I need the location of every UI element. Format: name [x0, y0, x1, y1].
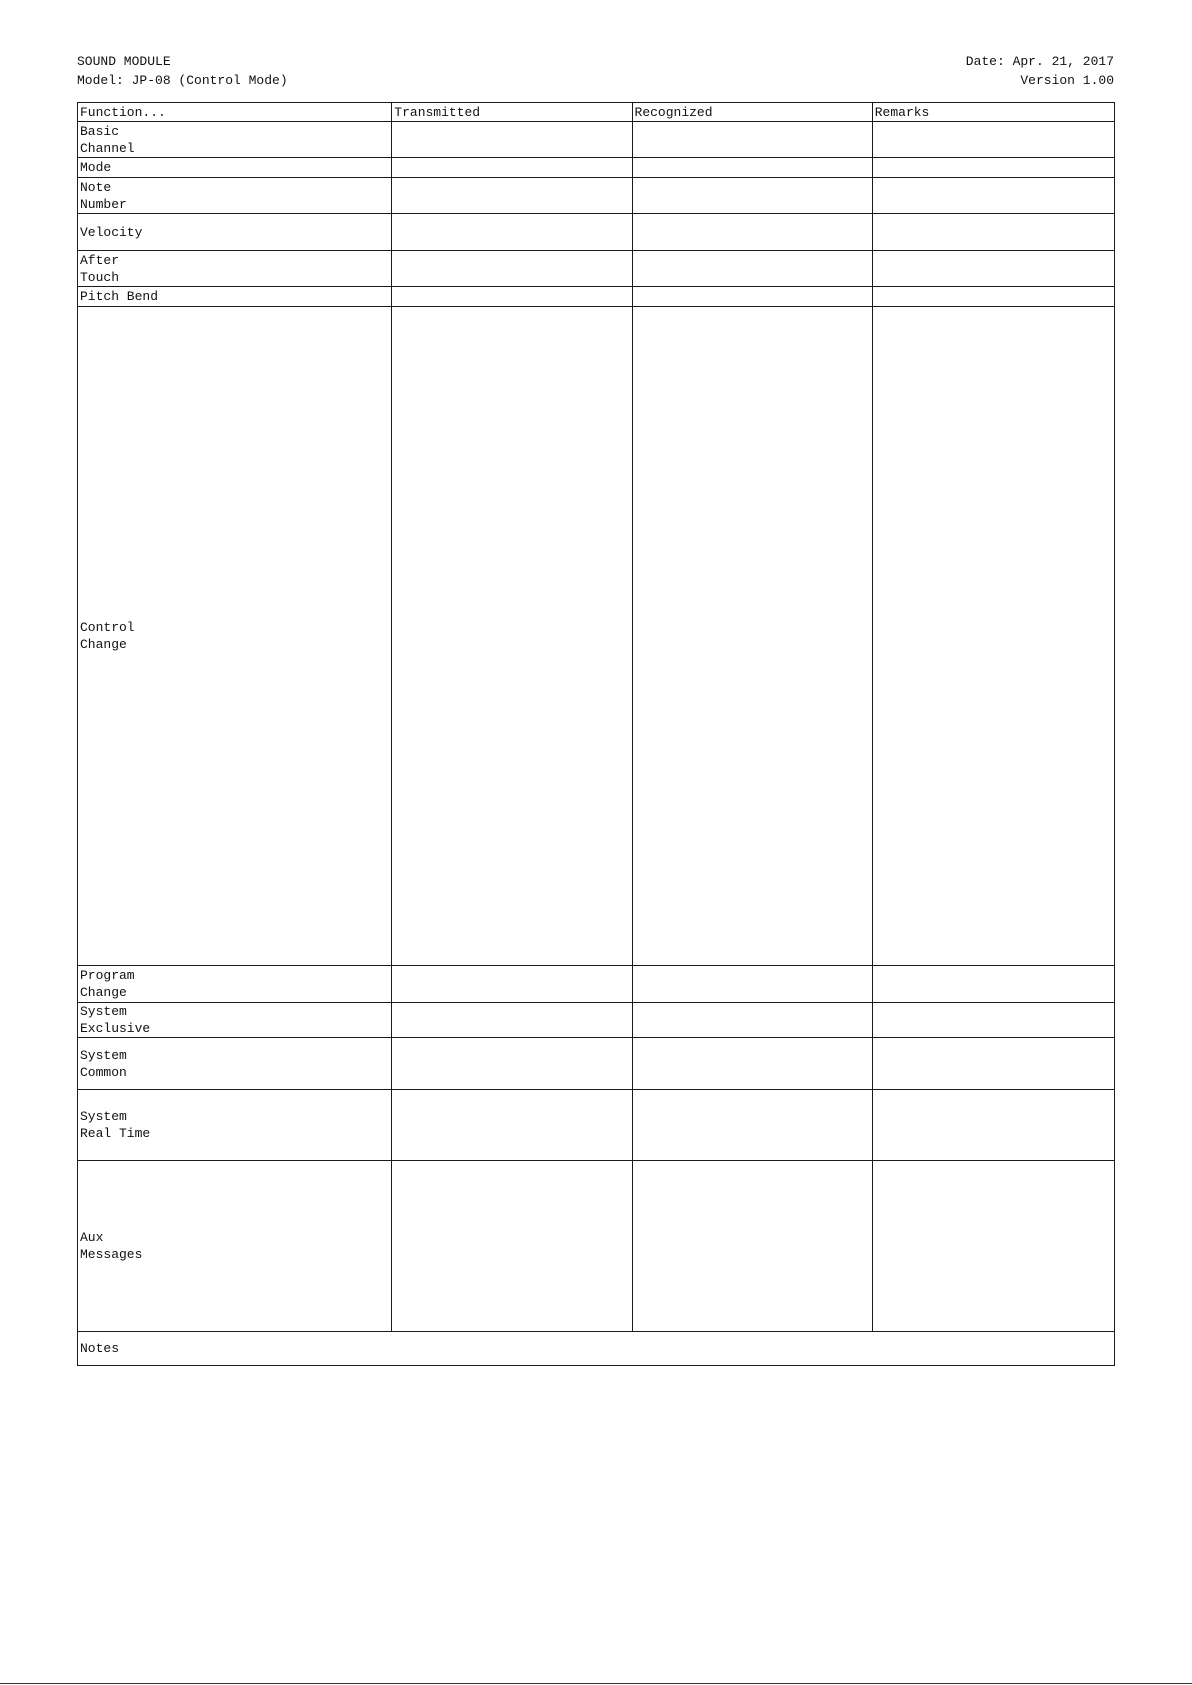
table-row — [78, 214, 1115, 251]
column-header-recognized: Recognized — [632, 103, 872, 122]
transmitted-cell — [392, 1003, 632, 1038]
header-right — [966, 52, 1114, 90]
transmitted-cell — [392, 158, 632, 178]
function-cell: Basic Channel — [78, 122, 392, 158]
table-row — [78, 1038, 1115, 1090]
recognized-cell — [632, 966, 872, 1003]
recognized-cell — [632, 1161, 872, 1332]
remarks-cell — [872, 178, 1114, 214]
table-row — [78, 1090, 1115, 1161]
function-cell: System Real Time — [78, 1090, 392, 1161]
remarks-cell — [872, 287, 1114, 307]
notes-row — [78, 1332, 1115, 1366]
header-row — [78, 103, 1115, 122]
version-label: Version 1.00 — [1020, 73, 1114, 88]
remarks-cell — [872, 122, 1114, 158]
transmitted-cell — [392, 287, 632, 307]
function-cell: Pitch Bend — [78, 287, 392, 307]
recognized-cell — [632, 307, 872, 966]
table-row — [78, 287, 1115, 307]
header-left — [77, 52, 288, 90]
function-cell: Control Change — [78, 307, 392, 966]
transmitted-cell — [392, 1090, 632, 1161]
transmitted-cell — [392, 966, 632, 1003]
function-cell: System Exclusive — [78, 1003, 392, 1038]
table-row — [78, 251, 1115, 287]
table-row — [78, 966, 1115, 1003]
table-row — [78, 122, 1115, 158]
function-cell: System Common — [78, 1038, 392, 1090]
recognized-cell — [632, 122, 872, 158]
remarks-cell — [872, 1003, 1114, 1038]
remarks-cell — [872, 307, 1114, 966]
bottom-rule — [0, 1683, 1192, 1684]
function-cell: After Touch — [78, 251, 392, 287]
table-row — [78, 158, 1115, 178]
function-cell: Note Number — [78, 178, 392, 214]
recognized-cell — [632, 158, 872, 178]
transmitted-cell — [392, 251, 632, 287]
table-row — [78, 178, 1115, 214]
recognized-cell — [632, 287, 872, 307]
column-header-function: Function... — [78, 103, 392, 122]
midi-implementation-chart — [77, 102, 1115, 1366]
recognized-cell — [632, 1003, 872, 1038]
transmitted-cell — [392, 1038, 632, 1090]
function-cell: Velocity — [78, 214, 392, 251]
recognized-cell — [632, 214, 872, 251]
column-header-remarks: Remarks — [872, 103, 1114, 122]
date-label: Date: Apr. 21, 2017 — [965, 54, 1114, 69]
remarks-cell — [872, 214, 1114, 251]
remarks-cell — [872, 1038, 1114, 1090]
product-type: SOUND MODULE — [77, 54, 171, 69]
model-label: Model: JP-08 (Control Mode) — [77, 73, 288, 88]
notes-cell: Notes — [78, 1332, 1115, 1366]
column-header-transmitted: Transmitted — [392, 103, 632, 122]
transmitted-cell — [392, 178, 632, 214]
transmitted-cell — [392, 122, 632, 158]
function-cell: Mode — [78, 158, 392, 178]
remarks-cell — [872, 158, 1114, 178]
transmitted-cell — [392, 214, 632, 251]
recognized-cell — [632, 1090, 872, 1161]
transmitted-cell — [392, 307, 632, 966]
remarks-cell — [872, 966, 1114, 1003]
function-cell: Aux Messages — [78, 1161, 392, 1332]
remarks-cell — [872, 1161, 1114, 1332]
recognized-cell — [632, 251, 872, 287]
recognized-cell — [632, 178, 872, 214]
table-row — [78, 1003, 1115, 1038]
remarks-cell — [872, 1090, 1114, 1161]
transmitted-cell — [392, 1161, 632, 1332]
function-cell: Program Change — [78, 966, 392, 1003]
recognized-cell — [632, 1038, 872, 1090]
table-row — [78, 1161, 1115, 1332]
remarks-cell — [872, 251, 1114, 287]
table-row — [78, 307, 1115, 966]
